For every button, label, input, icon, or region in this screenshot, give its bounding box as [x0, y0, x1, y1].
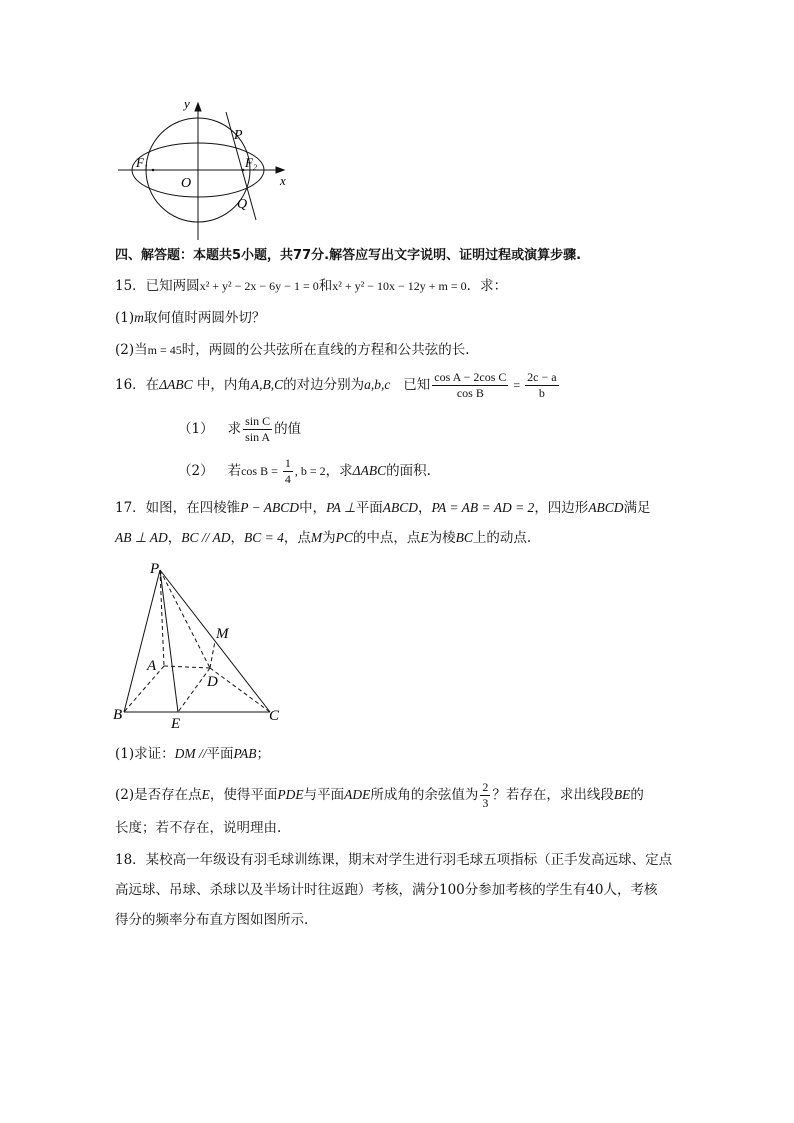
q16-part2 [178, 456, 431, 487]
q16-p2-den: 4 [284, 472, 291, 486]
label-e: E [171, 716, 181, 732]
q17-l2a: AB ⊥ AD [115, 530, 168, 545]
q16-p1-num: sin C [245, 414, 271, 428]
q15-p2-text: 时，两圆的公共弦所在直线的方程和公共弦的长. [181, 342, 470, 358]
q17-p1e: ； [256, 746, 270, 762]
q17-l1g: ， [417, 500, 432, 516]
q16-p2-tri: ΔABC [352, 463, 387, 478]
q17-l1k: 满足 [623, 500, 651, 516]
label-o: O [181, 176, 192, 191]
q17-p2j: 的 [630, 787, 644, 803]
q17-p1b: DM // [174, 746, 207, 761]
edge-dm [210, 641, 215, 668]
q17-l2k: E [420, 530, 429, 545]
q17-l2c: BC // AD [181, 530, 231, 545]
q16-mid1: 中，内角 [192, 377, 251, 393]
ellipse-circle-figure [110, 92, 300, 240]
q16-sides: a,b,c [364, 377, 391, 392]
q18-line3: 得分的频率分布直方图如图所示. [115, 912, 309, 928]
q15-circle2: x² + y² − 10x − 12y + m = 0 [332, 279, 467, 293]
edge-dc [210, 668, 270, 712]
q17-line2 [115, 528, 531, 548]
q16-p1-ask: 求 [227, 421, 242, 437]
q17-l1h: PA = AB = AD = 2 [431, 500, 535, 515]
q17-part1 [115, 744, 270, 764]
q17-part2 [115, 780, 644, 811]
q16-angles: A,B,C [250, 377, 284, 392]
q15-p1-prefix: (1) [115, 310, 135, 326]
label-p: P [234, 128, 243, 143]
q17-l2d: ， [230, 530, 245, 546]
q16-rhs-fraction [525, 370, 558, 401]
q17-l2b: ， [167, 530, 182, 546]
q16-p1-label: （1） [178, 421, 214, 437]
q17-l1b: P − ABCD [240, 500, 300, 515]
q17-p2k: 长度；若不存在，说明理由. [115, 820, 282, 836]
label-m: M [216, 626, 229, 642]
q18-line2: 高远球、吊球、杀球以及半场计时往返跑）考核，满分100分参加考核的学生有40人，考核 [115, 882, 658, 898]
q17-p2a: (2)是否存在点 [115, 787, 202, 803]
edge-pc [160, 570, 270, 712]
q15-p1-text: 取何值时两圆外切？ [143, 310, 266, 326]
label-y: y [184, 96, 190, 111]
q16-p2-label: （2） [178, 463, 214, 479]
label-f2: F [245, 155, 253, 170]
q17-p1a: (1)求证： [115, 746, 175, 762]
q15-prefix: 15．已知两圆 [115, 278, 200, 294]
q17-p2-den: 3 [482, 796, 489, 810]
q17-l1d: PA ⊥ [326, 500, 356, 515]
q17-p2-fraction [480, 780, 490, 811]
q17-l2e: BC = 4 [244, 530, 284, 545]
q15-suffix: ．求： [466, 278, 508, 294]
q17-l1f: ABCD [382, 500, 418, 515]
q16-p2-num: 1 [284, 456, 291, 470]
q17-p1c: 平面 [206, 746, 234, 762]
q15-part2 [115, 340, 470, 360]
edge-pb [124, 570, 160, 712]
q16-known: 已知 [390, 377, 431, 393]
section-heading: 四、解答题：本题共5小题，共77分.解答应写出文字说明、证明过程或演算步骤. [115, 248, 582, 263]
q16-p2-end: 的面积. [386, 463, 431, 479]
q16-rhs-num: 2c − a [527, 370, 557, 384]
q17-l2i: PC [335, 530, 353, 545]
q16-eq: = [510, 378, 524, 392]
q16-mid2: 的对边分别为 [283, 377, 365, 393]
q15-line1 [115, 276, 507, 296]
q16-p2-if: 若 [227, 463, 242, 479]
q17-l1c: 中， [299, 500, 327, 516]
q18-line1: 18．某校高一年级设有羽毛球训练课，期末对学生进行羽毛球五项指标（正手发高远球、定点 [115, 852, 673, 868]
q17-l2h: 为 [322, 530, 336, 546]
q16-rhs-den: b [538, 386, 545, 400]
label-p: P [150, 561, 160, 577]
q17-p2f: ADE [344, 787, 371, 802]
q16-line1 [115, 370, 561, 401]
edge-pd [160, 570, 210, 668]
y-axis-arrow [195, 103, 201, 111]
edge-ad [164, 666, 210, 668]
q16-lhs-den: cos B [456, 386, 484, 400]
q16-prefix: 16．在 [115, 377, 160, 393]
q16-lhs-num: cos A − 2cos C [434, 370, 507, 384]
q17-l2n: 上的动点. [472, 530, 532, 546]
q17-p1d: PAB [233, 746, 257, 761]
q16-p2-fraction [283, 456, 293, 487]
q17-l1e: 平面 [355, 500, 383, 516]
q16-p2-b: , b = 2 [294, 464, 326, 478]
q16-p1-fraction [243, 414, 272, 445]
label-q: Q [237, 197, 248, 212]
pyramid-figure [110, 556, 290, 732]
q17-p2c: ，使得平面 [209, 787, 278, 803]
q17-l1i: ，四边形 [534, 500, 589, 516]
q17-p2b: E [201, 787, 210, 802]
q17-l2j: 的中点，点 [352, 530, 421, 546]
label-a: A [147, 658, 157, 674]
q15-part1 [115, 308, 265, 328]
q15-p2-prefix: (2)当 [115, 342, 148, 358]
q16-part1 [178, 414, 301, 445]
q16-p2-cos: cos B = [241, 464, 281, 478]
q17-p2-num: 2 [482, 780, 489, 794]
q16-p1-suffix: 的值 [274, 421, 302, 437]
q17-p2g: 所成角的余弦值为 [370, 787, 479, 803]
q17-l2m: BC [455, 530, 473, 545]
q17-l1a: 17．如图，在四棱锥 [115, 500, 241, 516]
edge-de [178, 668, 210, 712]
q16-tri: ΔABC [159, 377, 193, 392]
q16-lhs-fraction [432, 370, 508, 401]
q17-l2f: ，点 [283, 530, 311, 546]
q17-l1j: ABCD [588, 500, 624, 515]
focus-f1 [152, 169, 155, 172]
label-x: x [280, 173, 286, 188]
q17-line1 [115, 498, 651, 518]
q15-circle1: x² + y² − 2x − 6y − 1 = 0 [199, 279, 319, 293]
label-f1-sub: 1 [144, 163, 148, 172]
label-f2-sub: 2 [253, 163, 257, 172]
q17-p2d: PDE [277, 787, 304, 802]
q17-p2h: ？若存在，求出线段 [492, 787, 614, 803]
q17-p2e: 与平面 [303, 787, 345, 803]
focus-f2 [242, 169, 245, 172]
label-d: D [207, 674, 218, 690]
q17-p2i: BE [613, 787, 631, 802]
q17-l2g: M [310, 530, 323, 545]
q17-l2l: 为棱 [428, 530, 456, 546]
q16-p2-suffix: ，求 [325, 463, 353, 479]
q17-part2-cont [115, 818, 281, 838]
label-b: B [113, 707, 123, 723]
q15-mid: 和 [318, 278, 333, 294]
q16-p1-den: sin A [245, 430, 271, 444]
label-f1: F [136, 155, 144, 170]
q15-p1-var: m [134, 310, 144, 325]
label-c: C [269, 708, 280, 724]
q15-p2-cond: m = 45 [147, 343, 182, 357]
